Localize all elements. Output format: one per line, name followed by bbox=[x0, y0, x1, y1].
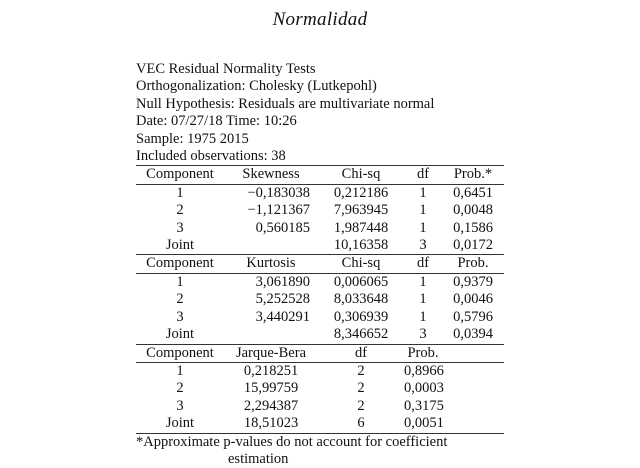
cell: 0,1586 bbox=[453, 219, 493, 236]
normality-test-output bbox=[136, 61, 508, 468]
cell: 0,0046 bbox=[453, 291, 493, 308]
empty-cell bbox=[442, 344, 504, 362]
table-row bbox=[136, 184, 504, 202]
cell: 6 bbox=[318, 415, 404, 433]
orthogonalization: Orthogonalization: Cholesky (Lutkepohl) bbox=[136, 78, 377, 95]
cell: 0,0051 bbox=[404, 415, 444, 432]
col-header: df bbox=[404, 166, 442, 184]
empty-cell bbox=[442, 380, 504, 397]
table-row bbox=[136, 362, 504, 380]
col-header: df bbox=[318, 344, 404, 362]
cell: 0,218251 bbox=[243, 362, 299, 379]
table-row bbox=[136, 291, 504, 308]
sample: Sample: 1975 2015 bbox=[136, 130, 249, 147]
cell: 18,51023 bbox=[224, 415, 318, 433]
cell: 10,16358 bbox=[333, 237, 389, 254]
page-title: Normalidad bbox=[272, 9, 368, 30]
cell: 2 bbox=[357, 380, 365, 397]
table-row bbox=[136, 220, 504, 237]
cell: 0,306939 bbox=[333, 308, 389, 325]
col-header: Component bbox=[136, 344, 224, 362]
cell: 3,440291 bbox=[255, 308, 310, 325]
col-header: Component bbox=[136, 166, 224, 184]
cell: 2,294387 bbox=[243, 397, 299, 414]
cell: 2 bbox=[357, 397, 365, 414]
cell: 0,0048 bbox=[453, 202, 493, 219]
cell: 2 bbox=[176, 380, 184, 397]
cell: 1,987448 bbox=[333, 219, 389, 236]
cell bbox=[224, 326, 318, 344]
table-row bbox=[136, 309, 504, 326]
cell: 0,9379 bbox=[453, 273, 493, 290]
cell: 1 bbox=[419, 291, 427, 308]
col-header: df bbox=[404, 255, 442, 273]
cell: 1 bbox=[176, 273, 184, 290]
cell: 0,0003 bbox=[404, 380, 444, 397]
table-row bbox=[136, 273, 504, 291]
cell: 7,963945 bbox=[333, 202, 389, 219]
cell: 3 bbox=[176, 397, 184, 414]
null-hypothesis: Null Hypothesis: Residuals are multivariate normal bbox=[136, 95, 435, 112]
table-row bbox=[136, 398, 504, 415]
cell: 1 bbox=[419, 202, 427, 219]
col-header: Prob.* bbox=[442, 166, 504, 184]
table-row-joint bbox=[136, 237, 504, 255]
jarque-bera-header-row bbox=[136, 344, 504, 362]
cell: 0,0394 bbox=[453, 326, 493, 343]
cell: 1 bbox=[176, 184, 184, 201]
cell: 8,346652 bbox=[333, 326, 389, 343]
test-name: VEC Residual Normality Tests bbox=[136, 61, 316, 77]
footnote: *Approximate p-values do not account for coefficient bbox=[136, 433, 448, 450]
empty-cell bbox=[442, 415, 504, 433]
cell: 2 bbox=[357, 362, 365, 379]
cell: 3 bbox=[419, 237, 427, 254]
col-header: Component bbox=[136, 255, 224, 273]
cell: 3 bbox=[176, 308, 184, 325]
col-header: Prob. bbox=[404, 344, 442, 362]
empty-cell bbox=[442, 362, 504, 380]
cell: 15,99759 bbox=[243, 380, 299, 397]
cell: 5,252528 bbox=[255, 291, 310, 308]
cell: 3 bbox=[176, 219, 184, 236]
cell: 0,5796 bbox=[453, 308, 493, 325]
results-table bbox=[136, 165, 504, 433]
cell: −1,121367 bbox=[247, 202, 310, 219]
table-row bbox=[136, 380, 504, 397]
kurtosis-header-row bbox=[136, 255, 504, 273]
footnote-continued: estimation bbox=[228, 450, 289, 467]
table-row-joint bbox=[136, 415, 504, 433]
date-time: Date: 07/27/18 Time: 10:26 bbox=[136, 113, 297, 130]
cell: 3,061890 bbox=[255, 273, 310, 290]
cell: 0,006065 bbox=[333, 273, 389, 290]
cell: 2 bbox=[176, 202, 184, 219]
table-row-joint bbox=[136, 326, 504, 344]
skewness-header-row bbox=[136, 166, 504, 184]
cell: 0,0172 bbox=[453, 237, 493, 254]
cell: 1 bbox=[176, 362, 184, 379]
col-header: Prob. bbox=[442, 255, 504, 273]
col-header: Chi-sq bbox=[318, 255, 404, 273]
col-header: Jarque-Bera bbox=[224, 344, 318, 362]
cell: 0,3175 bbox=[404, 397, 444, 414]
col-header: Kurtosis bbox=[224, 255, 318, 273]
cell: 1 bbox=[419, 184, 427, 201]
cell: 0,6451 bbox=[453, 184, 493, 201]
cell: Joint bbox=[165, 326, 195, 343]
cell: 0,8966 bbox=[404, 362, 444, 379]
cell: 3 bbox=[419, 326, 427, 343]
cell: 0,560185 bbox=[255, 219, 310, 236]
empty-cell bbox=[442, 398, 504, 415]
cell: Joint bbox=[136, 415, 224, 433]
cell: −0,183038 bbox=[247, 184, 310, 201]
table-row bbox=[136, 202, 504, 219]
cell: 2 bbox=[176, 291, 184, 308]
col-header: Chi-sq bbox=[318, 166, 404, 184]
cell: 1 bbox=[419, 219, 427, 236]
cell bbox=[224, 237, 318, 255]
cell: 1 bbox=[419, 273, 427, 290]
cell: Joint bbox=[165, 237, 195, 254]
col-header: Skewness bbox=[224, 166, 318, 184]
cell: 8,033648 bbox=[333, 291, 389, 308]
included-observations: Included observations: 38 bbox=[136, 148, 286, 165]
cell: 0,212186 bbox=[333, 184, 389, 201]
cell: 1 bbox=[419, 308, 427, 325]
